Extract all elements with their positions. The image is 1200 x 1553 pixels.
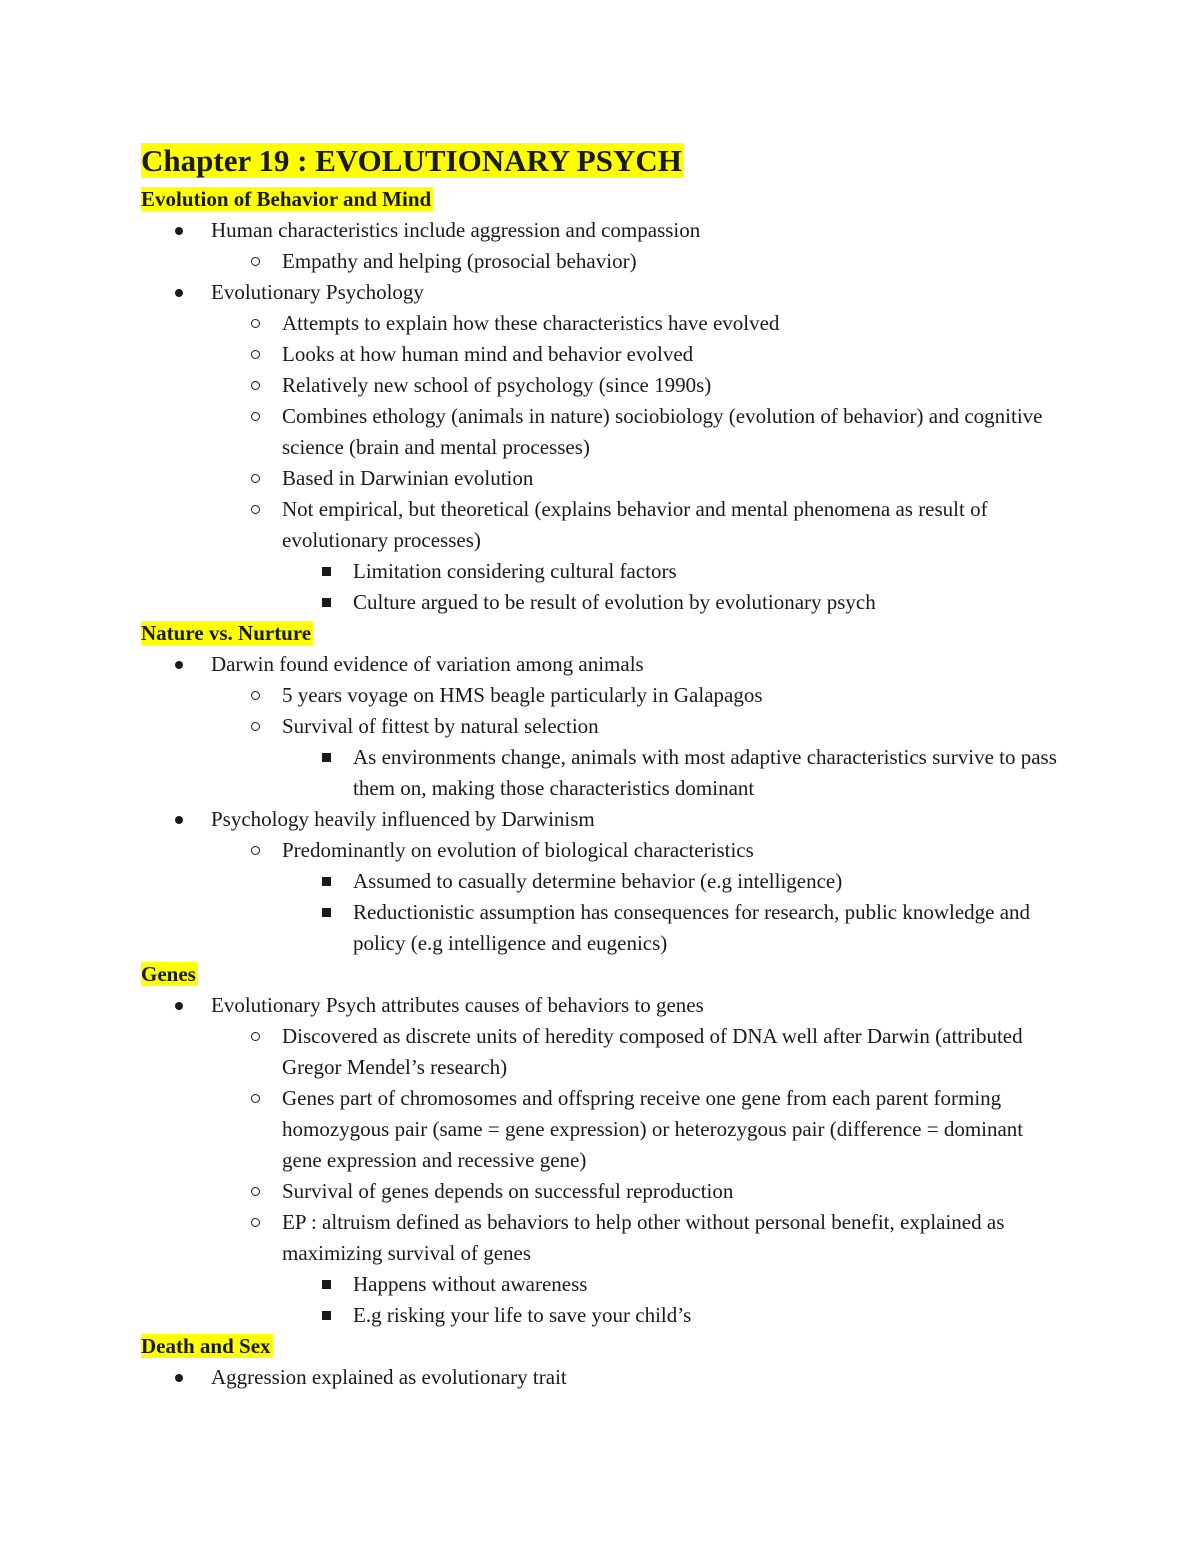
list-item-text: Not empirical, but theoretical (explains behavior and mental phenomena as result of evolutionary processes) bbox=[282, 497, 988, 552]
bullet-list bbox=[141, 215, 1061, 618]
section-heading bbox=[141, 959, 1061, 990]
filled-bullet-icon bbox=[169, 1362, 189, 1393]
list-item bbox=[141, 649, 1061, 680]
list-item-text: As environments change, animals with most adaptive characteristics survive to pass them on, making those characteristics dominant bbox=[353, 745, 1057, 800]
section-heading bbox=[141, 618, 1061, 649]
list-item-text: Survival of genes depends on successful reproduction bbox=[282, 1179, 734, 1203]
list-item-text: Evolutionary Psych attributes causes of behaviors to genes bbox=[211, 993, 704, 1017]
list-item-text: Empathy and helping (prosocial behavior) bbox=[282, 249, 637, 273]
list-item bbox=[141, 990, 1061, 1021]
hollow-bullet-icon bbox=[245, 494, 265, 525]
square-bullet-icon bbox=[316, 866, 336, 897]
list-item bbox=[141, 897, 1061, 959]
filled-bullet-icon bbox=[169, 990, 189, 1021]
list-item-text: Limitation considering cultural factors bbox=[353, 559, 677, 583]
list-item-text: Aggression explained as evolutionary trait bbox=[211, 1365, 567, 1389]
hollow-bullet-icon bbox=[245, 370, 265, 401]
square-bullet-icon bbox=[316, 1300, 336, 1331]
list-item bbox=[141, 277, 1061, 308]
list-item bbox=[141, 711, 1061, 742]
list-item bbox=[141, 835, 1061, 866]
list-item bbox=[141, 463, 1061, 494]
square-bullet-icon bbox=[316, 587, 336, 618]
square-bullet-icon bbox=[316, 1269, 336, 1300]
document-title bbox=[141, 138, 1061, 184]
filled-bullet-icon bbox=[169, 649, 189, 680]
list-item-text: Based in Darwinian evolution bbox=[282, 466, 534, 490]
list-item bbox=[141, 804, 1061, 835]
list-item-text: Looks at how human mind and behavior evolved bbox=[282, 342, 694, 366]
hollow-bullet-icon bbox=[245, 1176, 265, 1207]
list-item bbox=[141, 1362, 1061, 1393]
hollow-bullet-icon bbox=[245, 246, 265, 277]
list-item bbox=[141, 1021, 1061, 1083]
square-bullet-icon bbox=[316, 556, 336, 587]
list-item bbox=[141, 1176, 1061, 1207]
square-bullet-icon bbox=[316, 742, 336, 773]
list-item bbox=[141, 1207, 1061, 1269]
list-item bbox=[141, 401, 1061, 463]
hollow-bullet-icon bbox=[245, 711, 265, 742]
hollow-bullet-icon bbox=[245, 1021, 265, 1052]
filled-bullet-icon bbox=[169, 277, 189, 308]
list-item bbox=[141, 1083, 1061, 1176]
filled-bullet-icon bbox=[169, 804, 189, 835]
list-item-text: Predominantly on evolution of biological characteristics bbox=[282, 838, 754, 862]
square-bullet-icon bbox=[316, 897, 336, 928]
hollow-bullet-icon bbox=[245, 1083, 265, 1114]
list-item bbox=[141, 866, 1061, 897]
list-item-text: Combines ethology (animals in nature) sociobiology (evolution of behavior) and cognitive science (brain and mental processes) bbox=[282, 404, 1043, 459]
list-item-text: Survival of fittest by natural selection bbox=[282, 714, 599, 738]
list-item bbox=[141, 308, 1061, 339]
list-item bbox=[141, 742, 1061, 804]
section-heading-text: Nature vs. Nurture bbox=[141, 621, 312, 645]
hollow-bullet-icon bbox=[245, 308, 265, 339]
list-item bbox=[141, 370, 1061, 401]
list-item bbox=[141, 1300, 1061, 1331]
section-heading-text: Evolution of Behavior and Mind bbox=[141, 187, 432, 211]
document-title-text: Chapter 19 : EVOLUTIONARY PSYCH bbox=[141, 143, 682, 178]
filled-bullet-icon bbox=[169, 215, 189, 246]
list-item-text: E.g risking your life to save your child’s bbox=[353, 1303, 692, 1327]
hollow-bullet-icon bbox=[245, 835, 265, 866]
list-item-text: 5 years voyage on HMS beagle particularly in Galapagos bbox=[282, 683, 763, 707]
list-item bbox=[141, 339, 1061, 370]
list-item-text: Human characteristics include aggression and compassion bbox=[211, 218, 701, 242]
list-item-text: Relatively new school of psychology (since 1990s) bbox=[282, 373, 712, 397]
hollow-bullet-icon bbox=[245, 339, 265, 370]
list-item bbox=[141, 1269, 1061, 1300]
list-item-text: Evolutionary Psychology bbox=[211, 280, 424, 304]
list-item-text: Discovered as discrete units of heredity composed of DNA well after Darwin (attributed Gregor Mendel’s research) bbox=[282, 1024, 1023, 1079]
list-item bbox=[141, 556, 1061, 587]
bullet-list bbox=[141, 649, 1061, 959]
list-item bbox=[141, 215, 1061, 246]
list-item-text: Happens without awareness bbox=[353, 1272, 588, 1296]
list-item-text: Psychology heavily influenced by Darwinism bbox=[211, 807, 595, 831]
list-item-text: Genes part of chromosomes and offspring receive one gene from each parent forming homozygous pair (same = gene expression) or heterozygous pair (difference = dominant gene expression and recessive gene) bbox=[282, 1086, 1024, 1172]
hollow-bullet-icon bbox=[245, 680, 265, 711]
list-item bbox=[141, 587, 1061, 618]
list-item bbox=[141, 246, 1061, 277]
bullet-list bbox=[141, 1362, 1061, 1393]
list-item bbox=[141, 680, 1061, 711]
document-page bbox=[141, 138, 1061, 1393]
list-item bbox=[141, 494, 1061, 556]
list-item-text: Culture argued to be result of evolution by evolutionary psych bbox=[353, 590, 876, 614]
list-item-text: EP : altruism defined as behaviors to help other without personal benefit, explained as maximizing survival of genes bbox=[282, 1210, 1005, 1265]
document-body bbox=[141, 184, 1061, 1393]
hollow-bullet-icon bbox=[245, 463, 265, 494]
section-heading-text: Death and Sex bbox=[141, 1334, 271, 1358]
list-item-text: Darwin found evidence of variation among animals bbox=[211, 652, 644, 676]
list-item-text: Assumed to casually determine behavior (e.g intelligence) bbox=[353, 869, 843, 893]
section-heading bbox=[141, 184, 1061, 215]
hollow-bullet-icon bbox=[245, 401, 265, 432]
section-heading-text: Genes bbox=[141, 962, 196, 986]
hollow-bullet-icon bbox=[245, 1207, 265, 1238]
list-item-text: Reductionistic assumption has consequences for research, public knowledge and policy (e.g intelligence and eugenics) bbox=[353, 900, 1031, 955]
section-heading bbox=[141, 1331, 1061, 1362]
bullet-list bbox=[141, 990, 1061, 1331]
list-item-text: Attempts to explain how these characteristics have evolved bbox=[282, 311, 780, 335]
